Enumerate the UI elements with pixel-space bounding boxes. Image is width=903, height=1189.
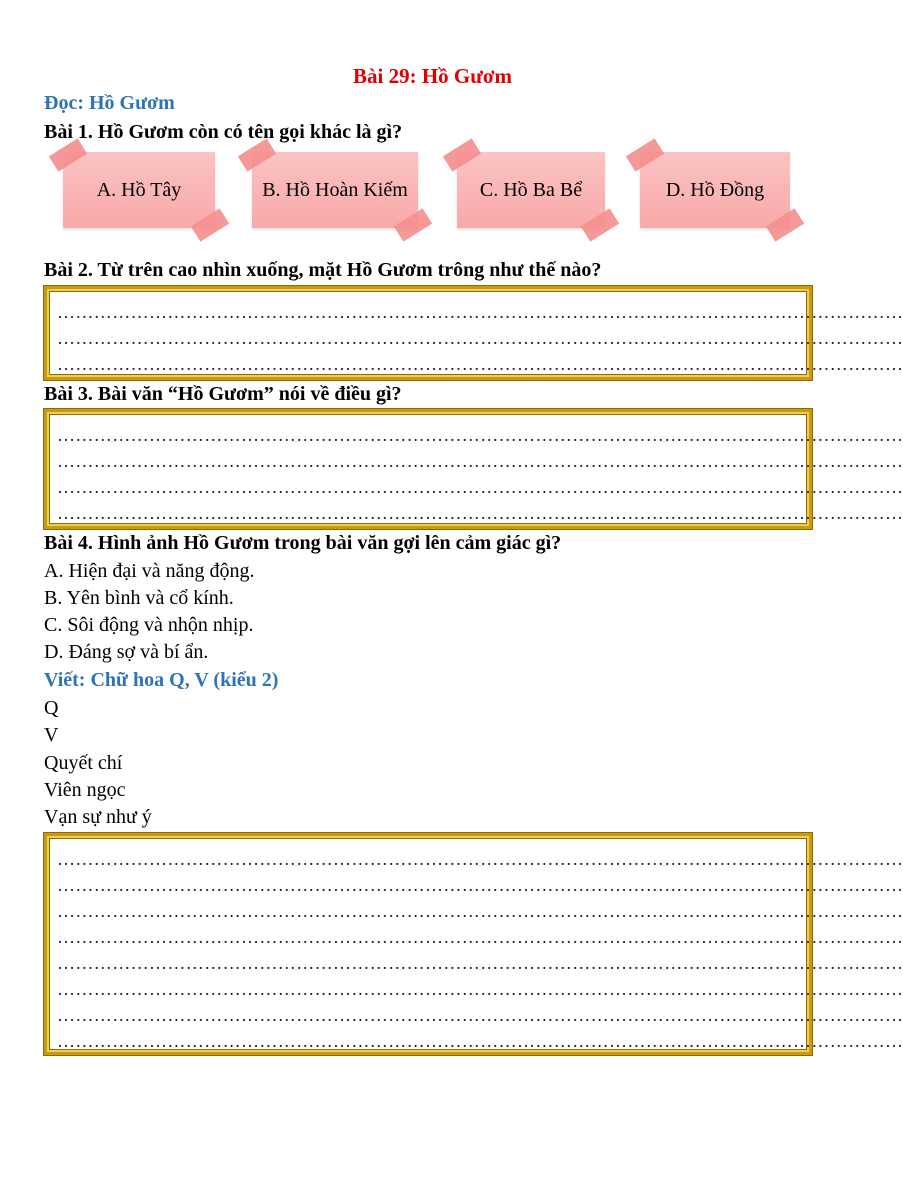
answer-box-2[interactable] bbox=[44, 286, 903, 380]
tape-decoration bbox=[626, 138, 664, 171]
practice-line: Quyết chí bbox=[44, 752, 123, 774]
question-1: Bài 1. Hồ Gươm còn có tên gọi khác là gì? bbox=[44, 121, 403, 143]
dotted-line: ………………………………………………………………………………………………………………………… bbox=[57, 477, 903, 497]
practice-line: Vạn sự như ý bbox=[44, 806, 152, 828]
dotted-line: ………………………………………………………………………………………………………………………… bbox=[57, 1031, 903, 1051]
tape-decoration bbox=[581, 208, 619, 241]
dotted-line: ………………………………………………………………………………………………………………………… bbox=[57, 1005, 903, 1025]
tape-decoration bbox=[394, 208, 432, 241]
dotted-line: ………………………………………………………………………………………………………………………… bbox=[57, 425, 903, 445]
dotted-line: ………………………………………………………………………………………………………………………… bbox=[57, 451, 903, 471]
dotted-line: ………………………………………………………………………………………………………………………… bbox=[57, 875, 903, 895]
tape-decoration bbox=[191, 208, 229, 241]
option-label: A. Hồ Tây bbox=[96, 178, 182, 201]
dotted-line: ………………………………………………………………………………………………………………………… bbox=[57, 901, 903, 921]
practice-line: Viên ngọc bbox=[44, 779, 126, 801]
option-card-c[interactable] bbox=[457, 152, 605, 228]
tape-decoration bbox=[443, 138, 481, 171]
option-card-d[interactable] bbox=[640, 152, 790, 228]
dotted-line: ………………………………………………………………………………………………………………………… bbox=[57, 354, 903, 374]
writing-heading: Viết: Chữ hoa Q, V (kiểu 2) bbox=[44, 669, 279, 691]
option-card-b[interactable] bbox=[252, 152, 418, 228]
tape-decoration bbox=[766, 208, 804, 241]
option-d: D. Đáng sợ và bí ẩn. bbox=[44, 641, 209, 663]
option-label: B. Hồ Hoàn Kiếm bbox=[262, 178, 408, 201]
question-4: Bài 4. Hình ảnh Hồ Gươm trong bài văn gợi lên cảm giác gì? bbox=[44, 532, 562, 554]
dotted-line: ………………………………………………………………………………………………………………………… bbox=[57, 503, 903, 523]
practice-line: V bbox=[44, 724, 59, 746]
dotted-line: ………………………………………………………………………………………………………………………… bbox=[57, 849, 903, 869]
page-title: Bài 29: Hồ Gươm bbox=[353, 64, 512, 88]
answer-box-3[interactable] bbox=[44, 409, 903, 529]
option-c: C. Sôi động và nhộn nhịp. bbox=[44, 614, 254, 636]
dotted-line: ………………………………………………………………………………………………………………………… bbox=[57, 328, 903, 348]
option-label: D. Hồ Đồng bbox=[665, 178, 765, 201]
dotted-line: ………………………………………………………………………………………………………………………… bbox=[57, 953, 903, 973]
dotted-line: ………………………………………………………………………………………………………………………… bbox=[57, 979, 903, 999]
practice-line: Q bbox=[44, 697, 59, 719]
dotted-line: ………………………………………………………………………………………………………………………… bbox=[57, 302, 903, 322]
option-b: B. Yên bình và cổ kính. bbox=[44, 587, 234, 609]
dotted-line: ………………………………………………………………………………………………………………………… bbox=[57, 927, 903, 947]
question-3: Bài 3. Bài văn “Hồ Gươm” nói về điều gì? bbox=[44, 383, 402, 405]
option-label: C. Hồ Ba Bể bbox=[479, 178, 583, 201]
reading-heading: Đọc: Hồ Gươm bbox=[44, 92, 175, 114]
writing-box[interactable] bbox=[44, 833, 903, 1055]
option-card-a[interactable] bbox=[63, 152, 215, 228]
question-2: Bài 2. Từ trên cao nhìn xuống, mặt Hồ Gươm trông như thế nào? bbox=[44, 259, 602, 281]
option-a: A. Hiện đại và năng động. bbox=[44, 560, 255, 582]
